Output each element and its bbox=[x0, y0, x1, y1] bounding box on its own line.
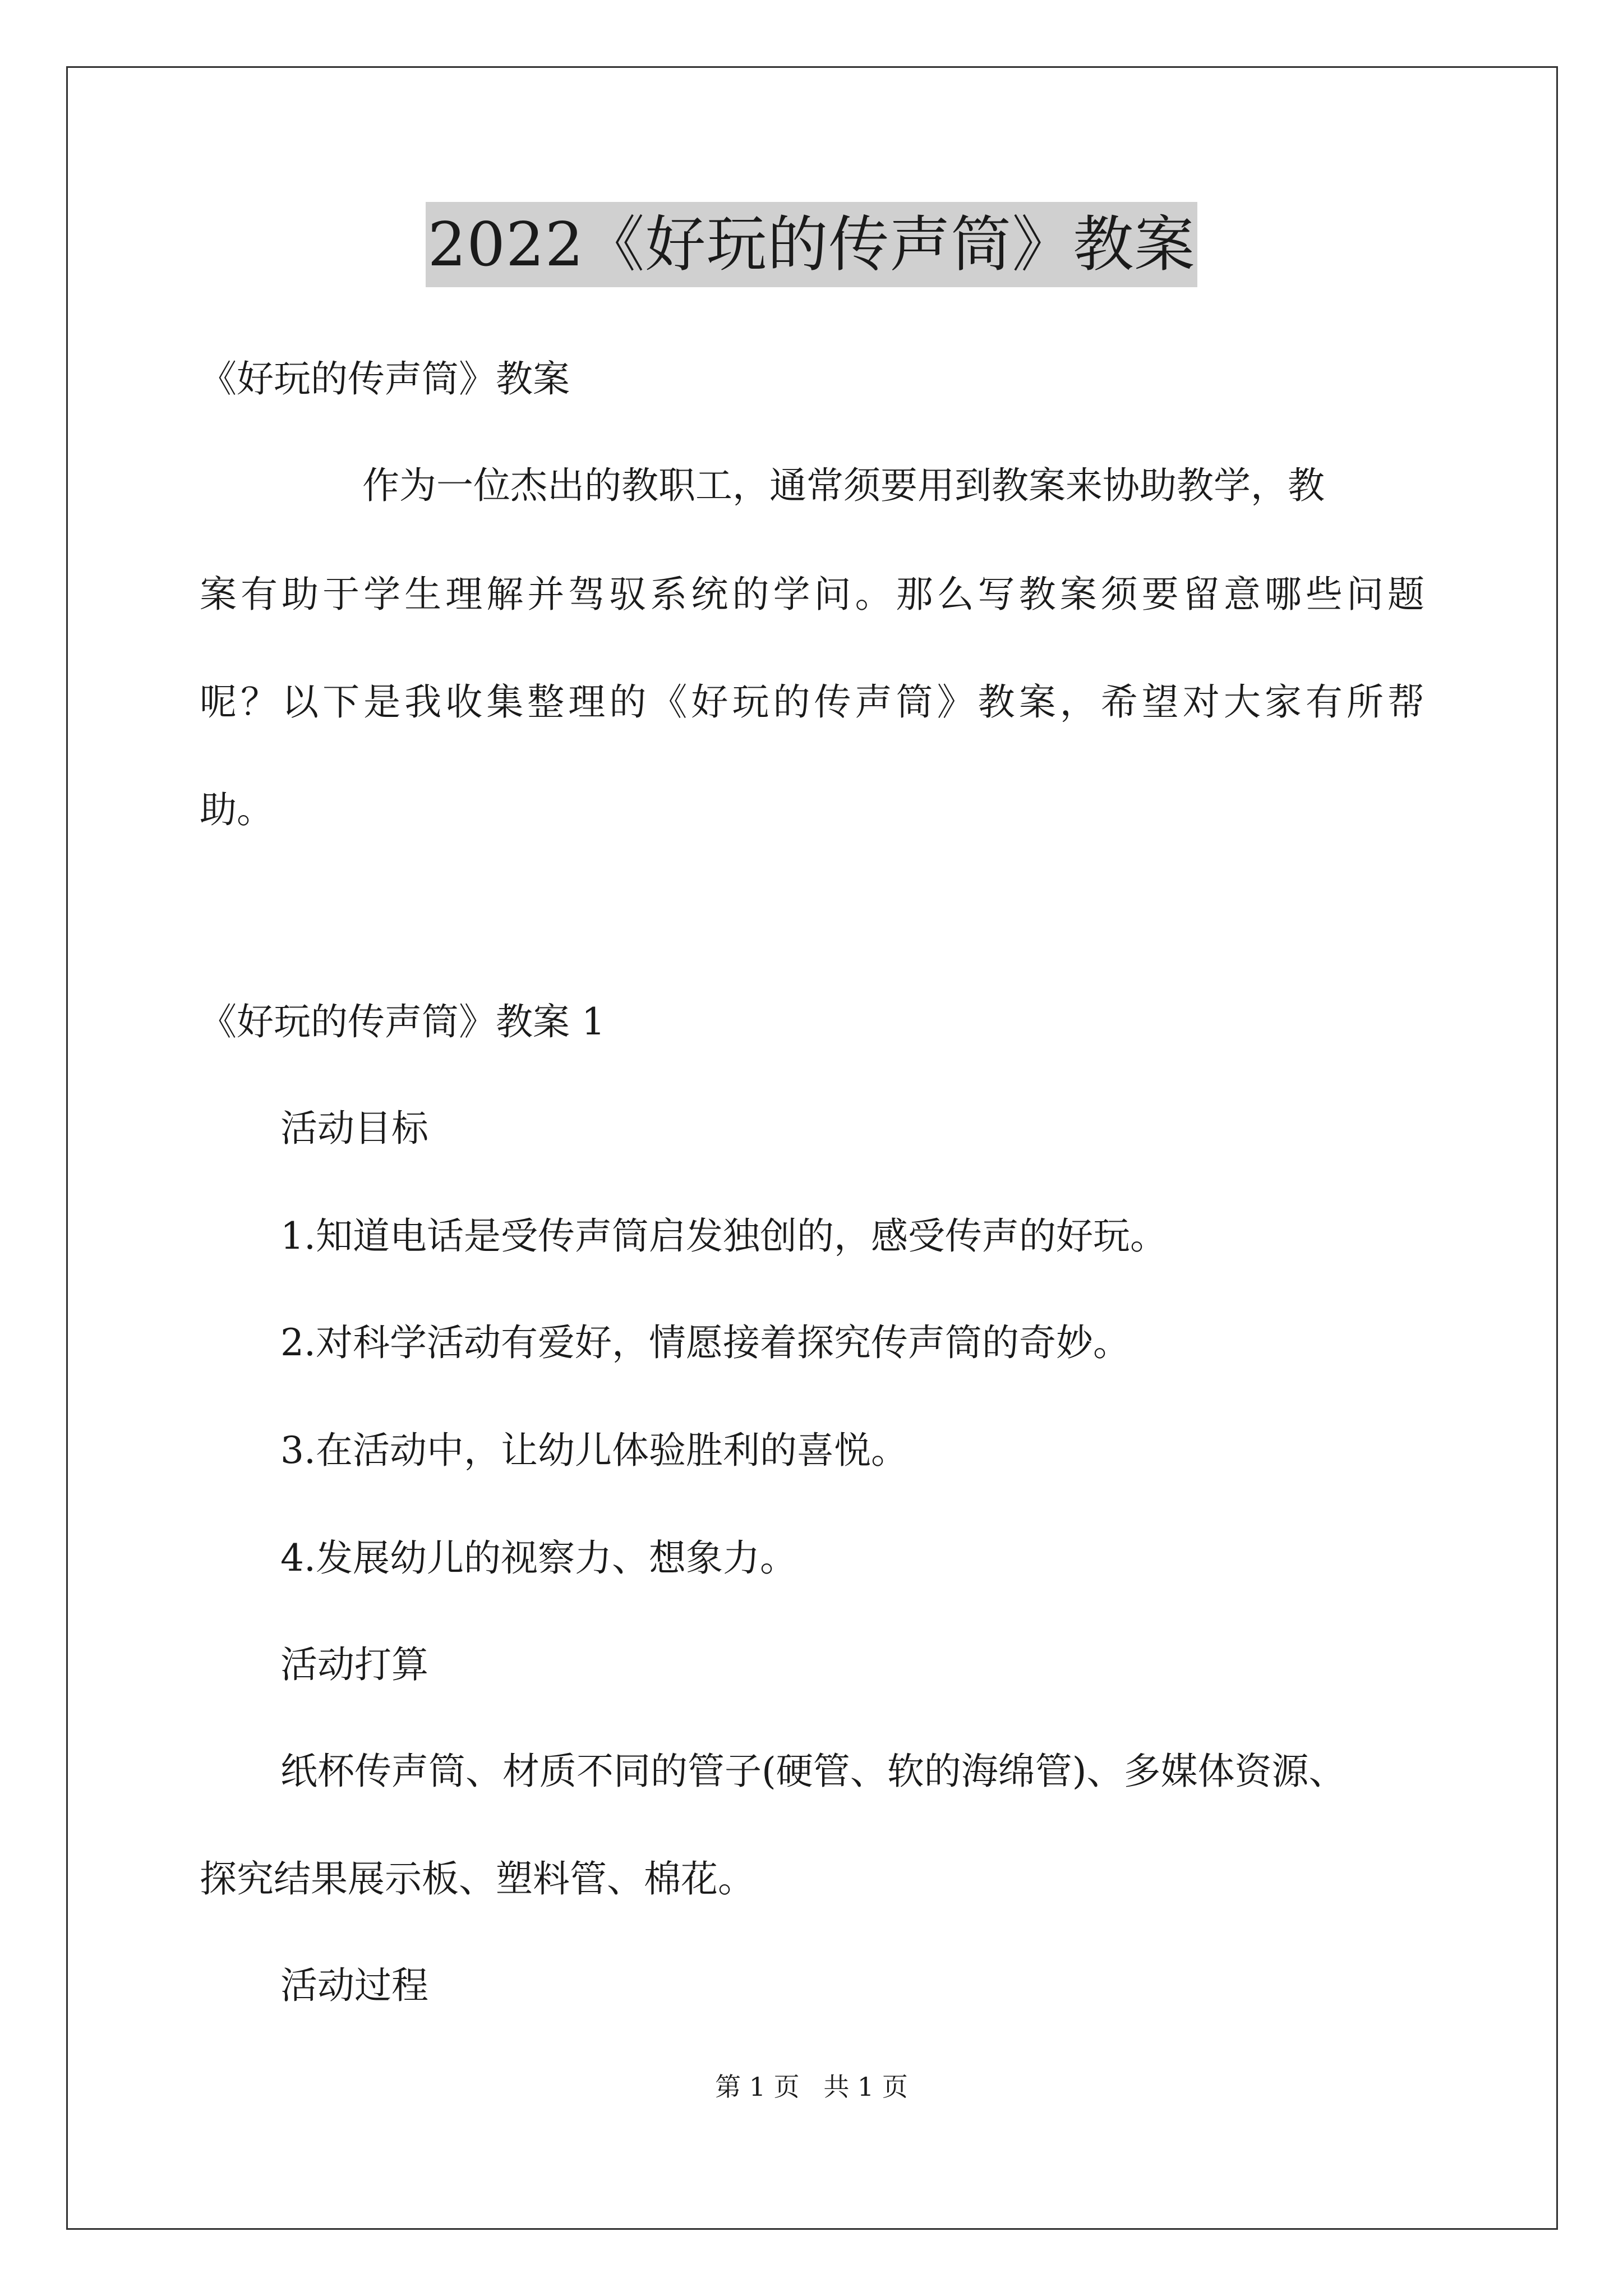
goal-item-3: 3.在活动中，让幼儿体验胜利的喜悦。 bbox=[280, 1429, 908, 1472]
goal-heading: 活动目标 bbox=[280, 1107, 428, 1150]
page-footer bbox=[0, 2071, 1623, 2102]
prep-line-1: 纸杯传声筒、材质不同的管子(硬管、软的海绵管)、多媒体资源、 bbox=[280, 1750, 1346, 1793]
intro-line-4: 助。 bbox=[200, 788, 274, 831]
title-container bbox=[0, 202, 1623, 287]
intro-line-1: 作为一位杰出的教职工，通常须要用到教案来协助教学，教 bbox=[362, 464, 1325, 507]
goal-item-4: 4.发展幼儿的视察力、想象力。 bbox=[280, 1536, 797, 1580]
page-total: 共 1 页 bbox=[823, 2072, 908, 2102]
section-heading-1: 《好玩的传声筒》教案 1 bbox=[200, 1000, 605, 1043]
page-number: 第 1 页 bbox=[715, 2072, 800, 2102]
goal-item-2: 2.对科学活动有爱好，情愿接着探究传声筒的奇妙。 bbox=[280, 1321, 1130, 1364]
prep-line-2: 探究结果展示板、塑料管、棉花。 bbox=[200, 1857, 755, 1901]
intro-line-2: 案有助于学生理解并驾驭系统的学问。那么写教案须要留意哪些问题 bbox=[200, 573, 1424, 616]
prep-heading: 活动打算 bbox=[280, 1643, 428, 1686]
intro-line-3: 呢？以下是我收集整理的《好玩的传声筒》教案，希望对大家有所帮 bbox=[200, 680, 1424, 724]
document-title: 2022《好玩的传声筒》教案 bbox=[426, 202, 1198, 287]
goal-item-1: 1.知道电话是受传声筒启发独创的，感受传声的好玩。 bbox=[280, 1214, 1167, 1258]
doc-subtitle: 《好玩的传声筒》教案 bbox=[200, 357, 570, 401]
process-heading: 活动过程 bbox=[280, 1964, 428, 2007]
